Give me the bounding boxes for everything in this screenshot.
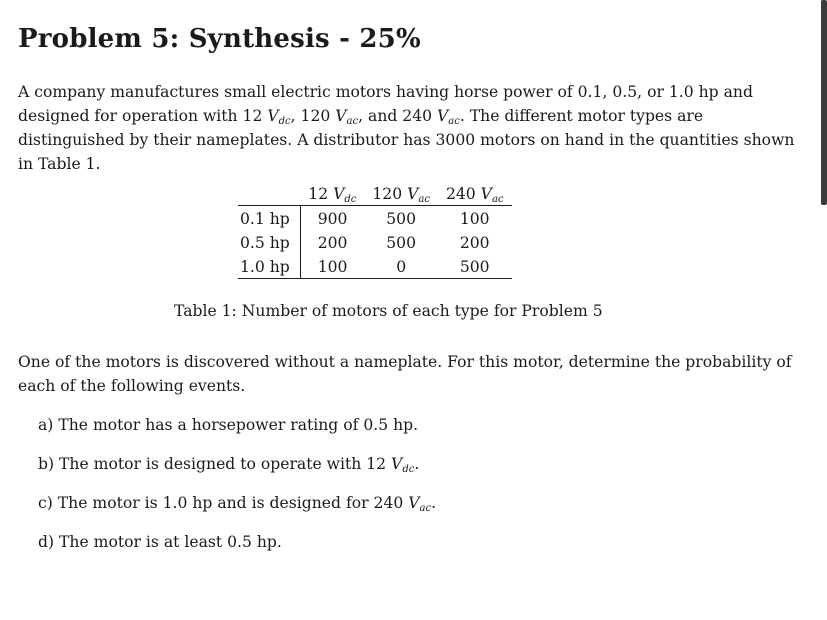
question-paragraph: One of the motors is discovered without a nameplate. For this motor, determine the probability of each of the following events. (18, 353, 792, 395)
scrollbar-thumb[interactable] (821, 0, 827, 205)
question-item-c (38, 491, 436, 530)
column-header-number: 240 (445, 185, 481, 203)
intro-paragraph (18, 80, 808, 176)
table-corner-cell (238, 185, 300, 206)
voltage-symbol: V (335, 107, 347, 125)
table-header-row (238, 185, 512, 206)
voltage-subscript: ac (491, 194, 504, 205)
column-header-240vac (438, 185, 512, 206)
voltage-symbol: V (267, 107, 279, 125)
intro-text-4: . The different motor types are distinguished by their nameplates. A distributor has 3000 motors on hand in the quantities shown in Table 1. (18, 107, 795, 173)
voltage-symbol: V (408, 494, 420, 512)
table-cell: 200 (317, 234, 348, 252)
voltage-subscript: ac (419, 503, 432, 514)
voltage-subscript: dc (344, 194, 357, 205)
question-item-a: a) The motor has a horsepower rating of 0.5 hp. (38, 416, 419, 434)
voltage-subscript: dc (402, 464, 415, 475)
question-item-b (38, 452, 436, 491)
voltage-symbol: V (391, 455, 403, 473)
column-header-number: 120 (372, 185, 408, 203)
intro-text-3: , and 240 (358, 107, 438, 125)
motor-table-wrapper (238, 185, 512, 279)
question-text-end: . (431, 494, 437, 512)
table-cell: 900 (317, 210, 348, 228)
voltage-symbol: V (437, 107, 449, 125)
row-label: 0.1 hp (238, 206, 300, 231)
voltage-subscript: ac (448, 116, 460, 127)
voltage-subscript: ac (418, 194, 430, 205)
voltage-subscript: ac (346, 116, 359, 127)
voltage-symbol: V (333, 185, 345, 203)
table-cell: 500 (438, 254, 512, 279)
voltage-symbol: V (407, 185, 419, 203)
table-row (238, 230, 512, 254)
question-text-end: . (414, 455, 420, 473)
intro-text-1: A company manufactures small electric motors having horse power of 0.1, 0.5, or 1.0 hp and designed for operation with 12 (18, 83, 753, 125)
question-paragraph-wrapper (18, 350, 808, 398)
problem-title: Problem 5: Synthesis - 25% (18, 24, 421, 54)
row-label: 1.0 hp (238, 254, 300, 279)
table-cell: 100 (459, 210, 490, 228)
motor-table (238, 185, 512, 279)
question-text: c) The motor is 1.0 hp and is designed for 240 (38, 494, 409, 512)
voltage-subscript: dc (278, 116, 291, 127)
table-cell: 200 (459, 234, 490, 252)
intro-text-2: , 120 (290, 107, 336, 125)
question-list (38, 413, 436, 569)
table-row (238, 206, 512, 231)
table-cell: 100 (300, 254, 364, 279)
question-text: b) The motor is designed to operate with 12 (38, 455, 392, 473)
table-cell: 0 (364, 254, 438, 279)
table-row (238, 254, 512, 279)
row-label: 0.5 hp (238, 230, 300, 254)
table-cell: 500 (386, 234, 417, 252)
document-page (18, 24, 808, 176)
table-cell: 500 (386, 210, 417, 228)
column-header-120vac (364, 185, 438, 206)
question-item-d: d) The motor is at least 0.5 hp. (38, 533, 282, 551)
table-caption: Table 1: Number of motors of each type for Problem 5 (174, 302, 603, 320)
column-header-number: 12 (308, 185, 334, 203)
column-header-12vdc (300, 185, 364, 206)
voltage-symbol: V (480, 185, 492, 203)
